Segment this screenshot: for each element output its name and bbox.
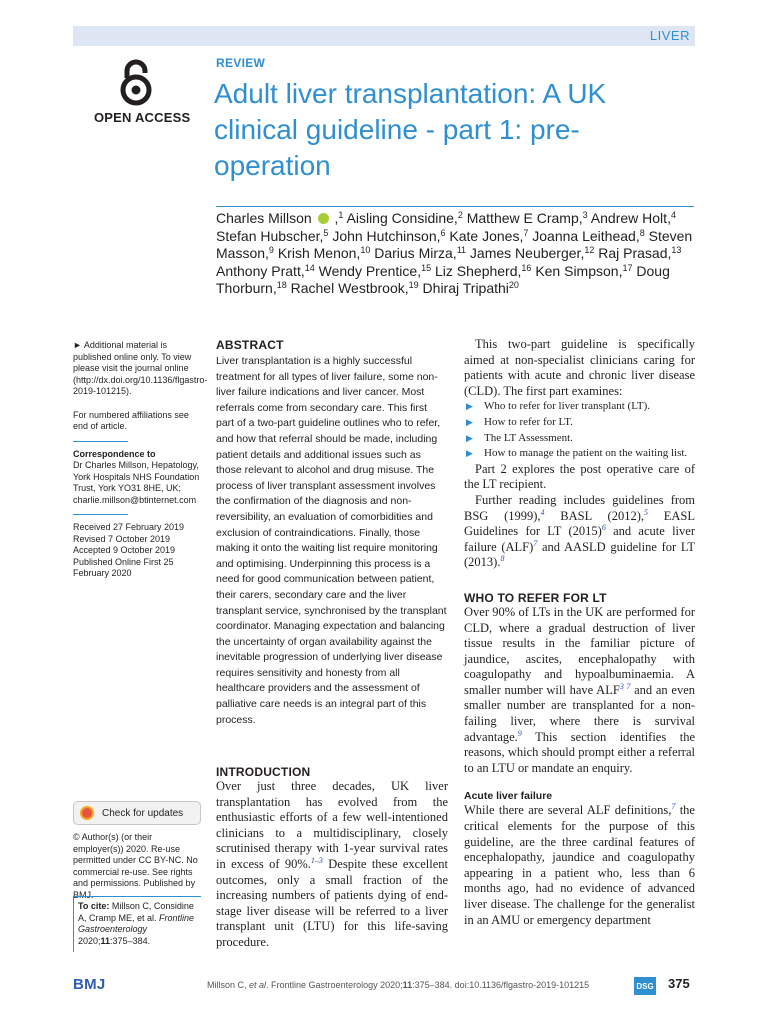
abstract-section [216,338,448,728]
section-tag: LIVER [649,28,690,43]
introduction-heading: INTRODUCTION [216,765,311,779]
ref-link[interactable]: 9 [517,728,522,738]
copyright-note: © Author(s) (or their employer(s)) 2020. Re-use permitted under CC BY-NC. No commercial re-use. See rights and permissions. Published by BMJ. [73,832,198,900]
affiliation-number: 14 [304,262,315,273]
list-item: ▶ The LT Assessment. [464,431,695,447]
affiliation-number: 18 [276,280,287,290]
bullet-list [464,399,695,461]
ref-link[interactable]: 1–3 [310,855,323,865]
author-name: John Hutchinson [332,227,437,244]
article-title: Adult liver transplantation: A UK clinical guideline - part 1: pre-operation [214,78,607,181]
cite-year: 2020; [78,935,101,946]
additional-material-note: ► Additional material is published online only. To view please visit the journal online (http://dx.doi.org/10.1136/flgastro-2019-101215). [73,340,208,396]
article-type: REVIEW [216,56,266,70]
open-access-icon [118,58,154,106]
open-access-label: OPEN ACCESS [94,110,191,125]
affiliation-number: 12 [584,245,595,255]
affiliation-number: 1 [338,210,344,220]
author-name: Ken Simpson [535,262,619,279]
ref-link[interactable]: 7 [671,802,676,812]
correspondence-text: Dr Charles Millson, Hepatology, York Hospitals NHS Foundation Trust, York YO31 8HE, UK; charlie.millson@btinternet.com [73,460,200,505]
affiliation-number: 11 [456,245,467,255]
author-list: Charles Millson ,$^1$ Aisling Considine,$^2$ Matthew E Cramp,$^3$ Andrew Holt,$^4$ Stefan Hubscher,$^5$ John Hutchinson,$^6$ Kate Jones,$^7$ Joanna Leithead,$^8$ Steven Masson,$^9$ Krish Menon,$^{10}$ Darius Mirza,$^{11}$ James Neuberger,$^{12}$ Raj Prasad,$^{13}$ Anthony Pratt,$^{14}$ Wendy Prentice,$^{15}$ Liz Shepherd,$^{16}$ Ken Simpson,$^{17}$ Doug Thorburn,$^{18}$ Rachel Westbrook,$^{19}$ Dhiraj Tripathi$^{20}$ [216,210,693,296]
author-name: Steven Masson [216,227,693,261]
abstract-text: Liver transplantation is a highly successful treatment for all types of liver failure, some non-liver failure indications and liver cancer. Most referrals come from secondary care. This first part of a two-part guideline outlines who to refer, and how that referral should be made, including patient details and additional issues such as those relevant to alcohol and drug misuse. The process of liver transplant assessment involves the confirmation of the diagnosis and non-reversibility, an evaluation of comorbidities and exclusion of contraindications. Finally, those making it onto the waiting list require monitoring and optimising. Underpinning this process is a need for good communication between patient, their carers, secondary care and the liver transplant service, synchronised by the transplant coordinator. Managing expectation and balancing the uncertainty of organ availability against the inevitable progression of underlying liver disease requires sensitivity and honesty from all healthcare providers and the assessment of palliative care needs is an integral part of this process. [216,355,447,726]
cite-label: To cite: [78,901,110,911]
correspondence-heading: Correspondence to [73,448,156,459]
introduction-text: Over just three decades, UK liver transplantation has evolved from the enthusiastic efforts of a few well-intentioned clinicians to a multidisciplinary, closely scrutinised therapy with 1-year survival rates in excess of 90%.$^{1-3}$ Despite these excellent outcomes, only a small fraction of the increasing numbers of patients dying of end-stage liver disease will be referred to a liver transplant unit (LTU) for this life-saving procedure. [216,779,448,949]
bmj-logo: BMJ [73,976,106,993]
author-name: Wendy Prentice [318,262,418,279]
author-name: Liz Shepherd [435,262,518,279]
received-date: Received 27 February 2019 [73,522,185,532]
list-item: ▶ Who to refer for liver transplant (LT). [464,399,695,415]
right-column [464,337,695,928]
author-name: Joanna Leithead [532,227,636,244]
check-for-updates-button[interactable] [73,801,201,825]
who-to-refer-text: Over 90% of LTs in the UK are performed for CLD, where a gradual destruction of liver tissue results in the familiar picture of jaundice, ascites, encephalopathy with coagulopathy and hypoalbuminaemia. A smaller number will have ALF$^{3 7}$ and an even smaller number are transplanted for a non-failing liver, where there is survival advantage.$^9$ This section identifies the reasons, which should prompt either a referral to an LTU or mandate an enquiry. [464,604,695,775]
author-name: Rachel Westbrook [290,280,405,296]
ref-link[interactable]: 6 [601,523,606,533]
ref-link[interactable]: 5 [643,507,648,517]
bullet-arrow-icon: ▶ [466,432,473,443]
affiliation-number: 7 [523,227,529,238]
cite-volume: 11 [100,935,111,946]
abstract-heading: ABSTRACT [216,338,284,352]
affiliation-number: 9 [268,245,274,255]
sidebar-notes [73,340,208,580]
cite-box [73,896,201,952]
affiliation-number: 8 [639,227,645,238]
ref-link[interactable]: 3 7 [619,681,631,691]
title-rule [216,206,694,207]
ref-link[interactable]: 7 [533,538,538,548]
introduction-section [216,765,448,951]
author-name: Aisling Considine [346,210,454,226]
list-item: ▶ How to manage the patient on the waiting list. [464,446,695,462]
affiliation-number: 13 [671,245,682,255]
further-reading: Further reading includes guidelines from BSG (1999),$^4$ BASL (2012),$^5$ EASL Guidelines for LT (2015)$^6$ and acute liver failure (ALF)$^7$ and AASLD guideline for LT (2013).$^8$ [464,492,695,570]
author-name: Andrew Holt [590,210,668,226]
author-name: Charles Millson [216,210,312,226]
author-name: Stefan Hubscher [216,227,320,244]
dsg-logo: DSG [634,977,656,995]
affiliation-number: 17 [622,262,633,273]
published-date: Published Online First 25 February 2020 [73,556,174,578]
bullet-arrow-icon: ▶ [466,448,473,459]
affiliation-number: 5 [323,227,329,238]
revised-date: Revised 7 October 2019 [73,533,171,544]
bullet-arrow-icon: ▶ [466,401,473,412]
author-name: Dhiraj Tripathi [422,280,509,296]
affiliation-number: 20 [508,280,519,290]
ref-link[interactable]: 8 [500,554,505,564]
affiliation-number: 10 [360,245,371,255]
author-name: Krish Menon [277,245,357,261]
author-name: Matthew E Cramp [466,210,579,226]
acute-liver-failure-heading: Acute liver failure [464,790,553,803]
affiliation-number: 4 [670,210,676,220]
affiliation-number: 2 [457,210,463,220]
author-name: Anthony Pratt [216,262,301,279]
cite-authors: Millson C, Considine A, Cramp ME, et al. [78,901,194,923]
author-name: Doug Thorburn [216,262,670,296]
affiliation-number: 16 [521,262,532,273]
page-number: 375 [668,976,690,991]
affiliation-number: 6 [440,227,446,238]
part2-text: Part 2 explores the post operative care of the LT recipient. [464,461,695,492]
header-band [73,26,695,46]
affiliations-note: For numbered affiliations see end of article. [73,409,189,431]
guideline-intro: This two-part guideline is specifically aimed at non-specialist clinicians caring for patients with acute and chronic liver disease (CLD). The first part examines: [464,337,695,398]
crossmark-icon [80,806,94,820]
cite-pages: :375–384. [110,935,151,946]
check-for-updates-label: Check for updates [102,807,184,819]
affiliation-number: 19 [408,280,419,290]
bullet-arrow-icon: ▶ [466,416,473,427]
accepted-date: Accepted 9 October 2019 [73,545,176,555]
list-item: ▶ How to refer for LT. [464,415,695,431]
sidebar-rule [73,441,128,442]
footer-citation: Millson C, et al. Frontline Gastroenterology 2020;11:375–384. doi:10.1136/flgastro-2019-101215 [207,980,590,990]
acute-liver-failure-text: While there are several ALF definitions,$^7$ the critical elements for the purpose of this guideline, are the three cardinal features of encephalopathy, jaundice and coagulopathy appearing in a patient who, less than 6 months ago, had no evidence of advanced liver disease. The challenge for the generalist in an AMU or emergency department [464,802,695,927]
author-name: Raj Prasad [598,245,668,261]
open-access-logo [94,58,191,125]
affiliation-number: 15 [421,262,432,273]
affiliation-number: 3 [582,210,588,220]
ref-link[interactable]: 4 [540,507,545,517]
who-to-refer-heading: WHO TO REFER FOR LT [464,590,607,605]
author-name: Kate Jones [449,227,520,244]
cite-journal: Frontline Gastroenterology [78,912,195,934]
author-name: Darius Mirza [374,245,453,261]
orcid-icon[interactable] [318,213,329,224]
sidebar-rule [73,514,128,515]
author-name: James Neuberger [469,245,581,261]
